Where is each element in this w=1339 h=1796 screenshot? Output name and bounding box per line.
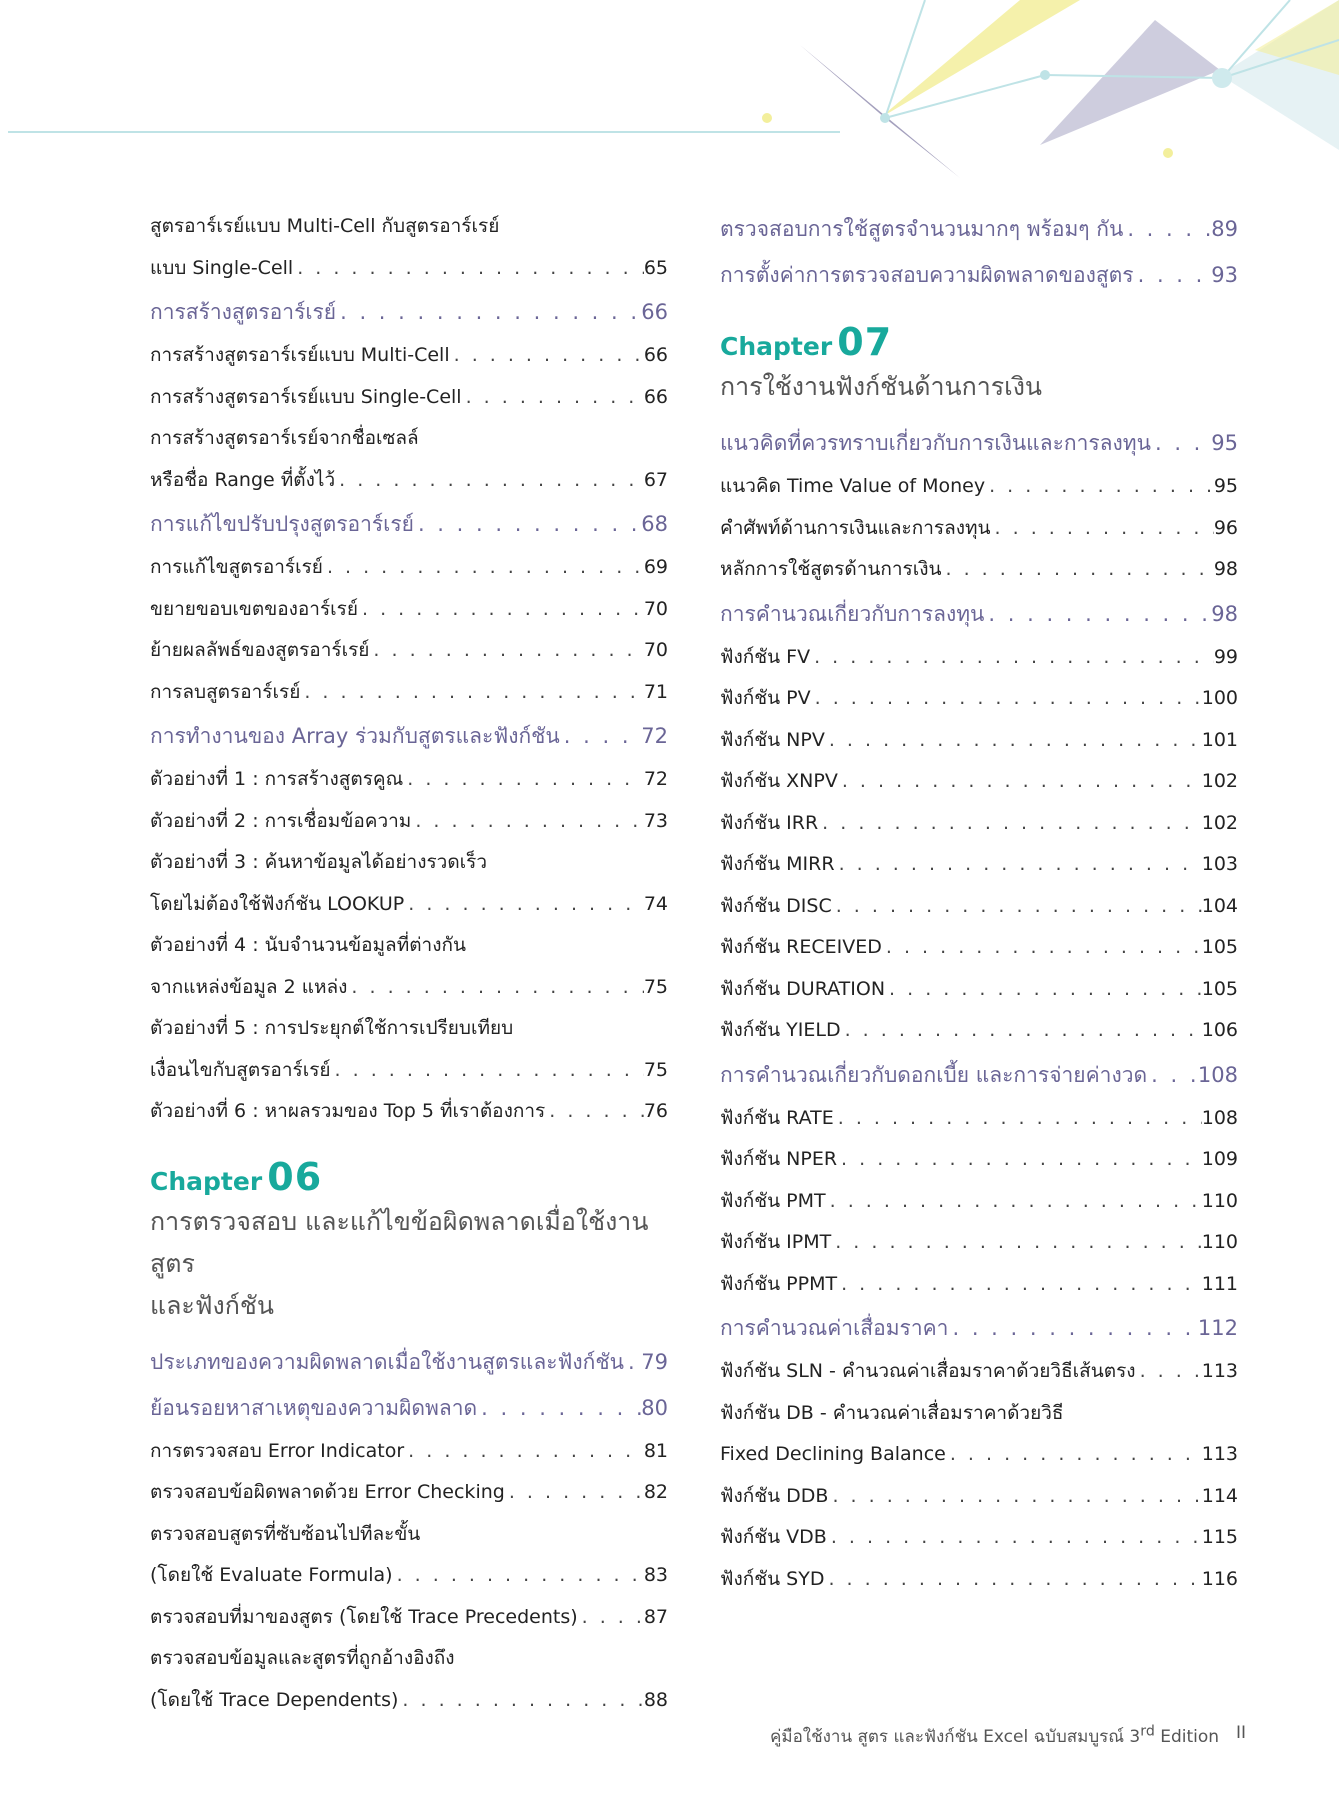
toc-page-number: 71 (643, 680, 668, 703)
toc-entry-title: คำศัพท์ด้านการเงินและการลงทุน (720, 516, 991, 539)
toc-entry-title: หลักการใช้สูตรด้านการเงิน (720, 558, 942, 580)
toc-entry (720, 549, 1238, 591)
toc-page-number: 109 (1201, 1148, 1238, 1170)
chapter-07-heading (720, 320, 1238, 364)
toc-leader-dots (1136, 1351, 1202, 1393)
toc-entry (720, 1139, 1238, 1181)
toc-entry-title: ฟังก์ชัน DISC (720, 894, 832, 917)
toc-page-number: 106 (1201, 1019, 1238, 1041)
toc-page-number: 74 (643, 892, 668, 915)
toc-page-number: 65 (643, 256, 668, 279)
toc-entry-title: ฟังก์ชัน XNPV (720, 770, 838, 792)
toc-entry (720, 1010, 1238, 1052)
toc-entry (150, 1514, 668, 1556)
toc-entry-title: ฟังก์ชัน NPER (720, 1148, 838, 1170)
chapter-06-heading (150, 1155, 668, 1199)
toc-section-heading (720, 252, 1238, 298)
toc-leader-dots (948, 1305, 1197, 1351)
toc-entry-title: ฟังก์ชัน IPMT (720, 1231, 832, 1253)
toc-entry-title: (โดยใช้ Evaluate Formula) (150, 1564, 393, 1586)
toc-page-number: 95 (1211, 431, 1238, 455)
toc-entry-title: ตัวอย่างที่ 6 : หาผลรวมของ Top 5 ที่เราต้องการ (150, 1100, 546, 1122)
toc-entry (150, 842, 668, 884)
toc-entry-title: แนวคิดที่ควรทราบเกี่ยวกับการเงินและการลงทุน (720, 431, 1151, 455)
toc-section-heading (150, 289, 668, 335)
toc-leader-dots (393, 1555, 644, 1597)
toc-page-number: 88 (643, 1688, 668, 1711)
toc-leader-dots (477, 1385, 641, 1431)
toc-entry (720, 1222, 1238, 1264)
toc-entry (720, 886, 1238, 928)
toc-entry-title: การลบสูตรอาร์เรย์ (150, 680, 301, 703)
toc-page-number: 111 (1201, 1272, 1238, 1295)
toc-leader-dots (827, 1517, 1202, 1559)
toc-leader-dots (403, 759, 644, 801)
toc-leader-dots (505, 1472, 644, 1514)
deco-dot-2 (1040, 70, 1050, 80)
toc-section-heading (720, 420, 1238, 466)
toc-leader-dots (414, 501, 641, 547)
chapter-label: Chapter (720, 332, 833, 361)
toc-entry (720, 508, 1238, 550)
toc-leader-dots (818, 803, 1202, 845)
toc-entry-title: ฟังก์ชัน DDB (720, 1484, 829, 1507)
toc-page-number: 83 (643, 1564, 668, 1586)
toc-leader-dots (810, 637, 1214, 679)
toc-entry-title: Fixed Declining Balance (720, 1443, 946, 1465)
toc-entry (150, 1472, 668, 1514)
toc-entry (150, 335, 668, 377)
toc-section-heading (150, 1385, 668, 1431)
toc-entry-title: การคำนวณเกี่ยวกับดอกเบี้ย และการจ่ายค่างวด (720, 1062, 1148, 1087)
toc-leader-dots (293, 248, 644, 290)
footer-page-number: II (1236, 1723, 1247, 1743)
toc-entry-title: ตรวจสอบข้อผิดพลาดด้วย Error Checking (150, 1481, 505, 1503)
toc-section-heading (720, 591, 1238, 637)
chapter-06-entries (150, 1339, 668, 1722)
toc-page-number: 110 (1201, 1189, 1238, 1212)
toc-entry-title: การแก้ไขสูตรอาร์เรย์ (150, 556, 323, 578)
toc-page-number: 89 (1211, 217, 1238, 241)
toc-entry-title: แบบ Single-Cell (150, 256, 294, 279)
deco-dot-5 (1163, 148, 1173, 158)
toc-page-number: 98 (1213, 558, 1238, 580)
toc-leader-dots (834, 1098, 1202, 1140)
toc-entry-title: โดยไม่ต้องใช้ฟังก์ชัน LOOKUP (150, 892, 405, 915)
toc-entry (720, 844, 1238, 886)
toc-page-number: 98 (1211, 601, 1238, 626)
toc-page-number: 76 (643, 1100, 668, 1122)
toc-page-number: 110 (1201, 1231, 1238, 1253)
toc-entry-title: ฟังก์ชัน DB - คำนวณค่าเสื่อมราคาด้วยวิธี (720, 1401, 1064, 1424)
toc-entry (150, 1050, 668, 1092)
toc-page-number: 114 (1201, 1484, 1238, 1507)
toc-leader-dots (837, 1264, 1202, 1306)
toc-entry (150, 377, 668, 419)
toc-page-number: 113 (1201, 1443, 1238, 1465)
toc-page-number: 115 (1201, 1526, 1238, 1548)
chapter-06-block (150, 1155, 668, 1722)
header-decoration (0, 0, 1339, 200)
toc-entry-title: ตรวจสอบการใช้สูตรจำนวนมากๆ พร้อมๆ กัน (720, 217, 1124, 241)
toc-entry (720, 761, 1238, 803)
toc-entry (150, 589, 668, 631)
toc-entry (150, 460, 668, 502)
toc-page-number: 105 (1201, 936, 1238, 958)
toc-entry-title: ตรวจสอบที่มาของสูตร (โดยใช้ Trace Precedents) (150, 1605, 578, 1628)
toc-entry (720, 1181, 1238, 1223)
toc-leader-dots (450, 335, 644, 377)
toc-entry-title: ตรวจสอบข้อมูลและสูตรที่ถูกอ้างอิงถึง (150, 1647, 455, 1669)
toc-entry-title: ฟังก์ชัน SLN - คำนวณค่าเสื่อมราคาด้วยวิธีเส้นตรง (720, 1360, 1136, 1382)
toc-entry-title: ตรวจสอบสูตรที่ซับซ้อนไปทีละขั้น (150, 1522, 421, 1545)
toc-page-number: 67 (643, 468, 668, 491)
toc-entry (150, 672, 668, 714)
chapter-number: 06 (267, 1154, 323, 1199)
toc-page-number: 87 (643, 1605, 668, 1628)
toc-leader-dots (828, 1476, 1201, 1518)
toc-entry-title: ย้อนรอยหาสาเหตุของความผิดพลาด (150, 1395, 478, 1420)
toc-section-heading (720, 206, 1238, 252)
toc-leader-dots (347, 967, 643, 1009)
toc-page-number: 93 (1211, 263, 1238, 287)
page-footer (770, 1723, 1250, 1750)
toc-leader-dots (462, 377, 644, 419)
toc-leader-dots (404, 884, 644, 926)
toc-entry (720, 1098, 1238, 1140)
toc-page-number: 104 (1201, 894, 1238, 917)
toc-entry-title: ฟังก์ชัน NPV (720, 728, 825, 751)
toc-entry (150, 547, 668, 589)
toc-entry (150, 630, 668, 672)
toc-entry-title: การสร้างสูตรอาร์เรย์แบบ Multi-Cell (150, 344, 450, 366)
toc-page-number: 82 (643, 1481, 668, 1503)
chapter-number: 07 (837, 320, 893, 364)
toc-entry-title: ตัวอย่างที่ 1 : การสร้างสูตรคูณ (150, 768, 404, 790)
toc-entry (720, 1476, 1238, 1518)
toc-leader-dots (545, 1091, 644, 1133)
toc-entry (150, 1008, 668, 1050)
deco-dot-1 (880, 113, 890, 123)
toc-entry-title: ฟังก์ชัน SYD (720, 1567, 825, 1590)
toc-leader-dots (946, 1434, 1202, 1476)
toc-leader-dots (985, 466, 1214, 508)
toc-entry (720, 1264, 1238, 1306)
toc-entry-title: การตรวจสอบ Error Indicator (150, 1439, 405, 1462)
footer-edition: Edition (1154, 1727, 1220, 1747)
toc-entry-title: การสร้างสูตรอาร์เรย์ (150, 300, 337, 324)
toc-left-entries (150, 206, 668, 1133)
toc-leader-dots (624, 1339, 641, 1385)
toc-entry (150, 418, 668, 460)
toc-page-number: 73 (643, 809, 668, 832)
chapter-07-entries (720, 420, 1238, 1600)
toc-entry-title: ฟังก์ชัน IRR (720, 811, 819, 834)
toc-entry-title: การสร้างสูตรอาร์เรย์จากชื่อเซลล์ (150, 427, 419, 449)
toc-page-number: 108 (1197, 1062, 1238, 1087)
toc-entry (150, 1555, 668, 1597)
toc-entry (150, 884, 668, 926)
toc-entry (150, 1597, 668, 1639)
chapter-title-line-1: การตรวจสอบ และแก้ไขข้อผิดพลาดเมื่อใช้งานสูตร (150, 1206, 649, 1278)
toc-entry (720, 969, 1238, 1011)
toc-entry (150, 1091, 668, 1133)
toc-section-heading (150, 501, 668, 547)
toc-page-number: 108 (1201, 1106, 1238, 1129)
toc-leader-dots (825, 720, 1202, 762)
toc-entry (720, 1434, 1238, 1476)
toc-page-number: 96 (1213, 516, 1238, 539)
toc-entry (720, 1517, 1238, 1559)
toc-entry-title: ฟังก์ชัน RATE (720, 1106, 834, 1129)
toc-entry (720, 720, 1238, 762)
toc-entry (720, 1559, 1238, 1601)
toc-leader-dots (832, 886, 1202, 928)
toc-page-number: 116 (1201, 1567, 1238, 1590)
toc-page-number: 66 (643, 385, 668, 408)
toc-leader-dots (824, 1559, 1201, 1601)
chapter-title-line-2: และฟังก์ชัน (150, 1290, 274, 1320)
footer-edition-sup: rd (1140, 1723, 1155, 1740)
toc-entry (150, 1680, 668, 1722)
toc-leader-dots (578, 1597, 644, 1639)
toc-leader-dots (1147, 1052, 1198, 1098)
toc-entry (720, 927, 1238, 969)
toc-entry (150, 759, 668, 801)
toc-entry-title: สูตรอาร์เรย์แบบ Multi-Cell กับสูตรอาร์เรย์ (150, 215, 500, 237)
toc-section-heading (150, 1339, 668, 1385)
toc-entry (150, 925, 668, 967)
chapter-title (150, 1201, 668, 1327)
toc-entry-title: การสร้างสูตรอาร์เรย์แบบ Single-Cell (150, 385, 462, 408)
toc-page-number: 103 (1201, 853, 1238, 875)
deco-triangle-purple (800, 45, 960, 178)
toc-page-number: 100 (1201, 687, 1238, 709)
toc-page-number: 70 (643, 597, 668, 620)
toc-leader-dots (835, 844, 1202, 886)
toc-entry-title: ตัวอย่างที่ 4 : นับจำนวนข้อมูลที่ต่างกัน (150, 934, 466, 956)
toc-right-entries (720, 206, 1238, 298)
chapter-title (720, 366, 1238, 408)
deco-triangle-yellow (880, 0, 1080, 118)
toc-entry-title: การทำงานของ Array ร่วมกับสูตรและฟังก์ชัน (150, 724, 560, 748)
toc-page-number: 70 (643, 639, 668, 661)
toc-section-heading (720, 1052, 1238, 1098)
toc-page-number: 66 (641, 300, 668, 324)
toc-leader-dots (841, 1010, 1202, 1052)
toc-entry-title: ฟังก์ชัน FV (720, 645, 811, 668)
toc-left-column (150, 206, 668, 1721)
deco-triangle-grey (1040, 20, 1220, 145)
toc-page-number: 81 (643, 1439, 668, 1462)
toc-leader-dots (838, 761, 1202, 803)
toc-leader-dots (404, 1431, 644, 1473)
toc-entry-title: การแก้ไขปรับปรุงสูตรอาร์เรย์ (150, 512, 414, 536)
toc-leader-dots (885, 969, 1202, 1011)
toc-entry (720, 637, 1238, 679)
toc-page-number: 102 (1201, 770, 1238, 792)
toc-entry (720, 803, 1238, 845)
chapter-07-block (720, 320, 1238, 1600)
toc-entry (150, 1638, 668, 1680)
toc-page-number: 102 (1201, 811, 1238, 834)
toc-entry (150, 1431, 668, 1473)
toc-leader-dots (984, 591, 1211, 637)
toc-section-heading (150, 713, 668, 759)
toc-entry-title: ย้ายผลลัพธ์ของสูตรอาร์เรย์ (150, 639, 370, 661)
toc-leader-dots (369, 630, 643, 672)
toc-page-number: 66 (643, 344, 668, 366)
toc-leader-dots (882, 927, 1202, 969)
deco-dot-4 (762, 113, 772, 123)
toc-leader-dots (837, 1139, 1202, 1181)
toc-leader-dots (831, 1222, 1202, 1264)
toc-entry-title: ฟังก์ชัน PPMT (720, 1272, 838, 1295)
toc-leader-dots (1151, 420, 1211, 466)
chapter-label: Chapter (150, 1166, 263, 1196)
toc-entry-title: ขยายขอบเขตของอาร์เรย์ (150, 597, 358, 620)
toc-page-number: 75 (643, 1058, 668, 1081)
toc-entry-title: ฟังก์ชัน MIRR (720, 853, 835, 875)
toc-page-number: 72 (643, 768, 668, 790)
toc-entry-title: ตัวอย่างที่ 5 : การประยุกต์ใช้การเปรียบเทียบ (150, 1017, 514, 1039)
toc-entry (150, 206, 668, 248)
toc-leader-dots (411, 801, 644, 843)
toc-leader-dots (942, 549, 1214, 591)
toc-page-number: 68 (641, 512, 668, 536)
toc-entry (150, 248, 668, 290)
toc-page-number: 95 (1213, 475, 1238, 497)
toc-leader-dots (323, 547, 644, 589)
footer-book-title: คู่มือใช้งาน สูตร และฟังก์ชัน Excel ฉบับสมบูรณ์ 3 (770, 1727, 1141, 1747)
toc-entry-title: จากแหล่งข้อมูล 2 แหล่ง (150, 975, 348, 998)
deco-dot-3 (1212, 68, 1232, 88)
toc-page-number: 72 (641, 724, 668, 748)
chapter-title-line-1: การใช้งานฟังก์ชันด้านการเงิน (720, 372, 1043, 401)
toc-right-column (720, 206, 1238, 1600)
toc-leader-dots (358, 589, 644, 631)
toc-entry-title: การคำนวณเกี่ยวกับการลงทุน (720, 601, 985, 626)
toc-page-number: 99 (1213, 645, 1238, 668)
toc-section-heading (720, 1305, 1238, 1351)
toc-entry-title: เงื่อนไขกับสูตรอาร์เรย์ (150, 1058, 331, 1081)
toc-leader-dots (335, 460, 644, 502)
toc-leader-dots (560, 713, 641, 759)
toc-leader-dots (398, 1680, 643, 1722)
toc-entry-title: ตัวอย่างที่ 2 : การเชื่อมข้อความ (150, 809, 412, 832)
toc-entry-title: แนวคิด Time Value of Money (720, 475, 986, 497)
toc-entry (150, 801, 668, 843)
toc-entry-title: ฟังก์ชัน VDB (720, 1526, 827, 1548)
toc-leader-dots (331, 1050, 644, 1092)
toc-leader-dots (1123, 206, 1211, 252)
toc-entry-title: (โดยใช้ Trace Dependents) (150, 1688, 399, 1711)
toc-entry-title: ประเภทของความผิดพลาดเมื่อใช้งานสูตรและฟังก์ชัน (150, 1349, 624, 1374)
toc-page-number: 80 (641, 1395, 668, 1420)
toc-leader-dots (300, 672, 643, 714)
toc-entry-title: หรือชื่อ Range ที่ตั้งไว้ (150, 468, 336, 491)
toc-page-number: 113 (1201, 1360, 1238, 1382)
toc-page-number: 105 (1201, 977, 1238, 1000)
toc-leader-dots (991, 508, 1214, 550)
toc-entry (720, 1393, 1238, 1435)
toc-page-number: 101 (1201, 728, 1238, 751)
toc-leader-dots (1134, 252, 1212, 298)
toc-entry-title: การคำนวณค่าเสื่อมราคา (720, 1316, 949, 1340)
toc-entry-title: ฟังก์ชัน PV (720, 687, 811, 709)
toc-leader-dots (826, 1181, 1202, 1223)
toc-page-number: 75 (643, 975, 668, 998)
toc-entry-title: ฟังก์ชัน PMT (720, 1189, 826, 1212)
toc-entry-title: ฟังก์ชัน YIELD (720, 1019, 841, 1041)
toc-page-number: 112 (1197, 1316, 1238, 1340)
toc-page-number: 69 (643, 556, 668, 578)
toc-entry-title: ตัวอย่างที่ 3 : ค้นหาข้อมูลได้อย่างรวดเร็ว (150, 851, 488, 873)
toc-leader-dots (811, 678, 1202, 720)
toc-leader-dots (336, 289, 641, 335)
toc-entry (720, 678, 1238, 720)
toc-entry-title: ฟังก์ชัน RECEIVED (720, 936, 882, 958)
toc-entry-title: การตั้งค่าการตรวจสอบความผิดพลาดของสูตร (720, 263, 1134, 287)
toc-page-number: 79 (641, 1349, 668, 1374)
toc-entry (720, 466, 1238, 508)
toc-entry (720, 1351, 1238, 1393)
toc-entry (150, 967, 668, 1009)
toc-entry-title: ฟังก์ชัน DURATION (720, 977, 886, 1000)
